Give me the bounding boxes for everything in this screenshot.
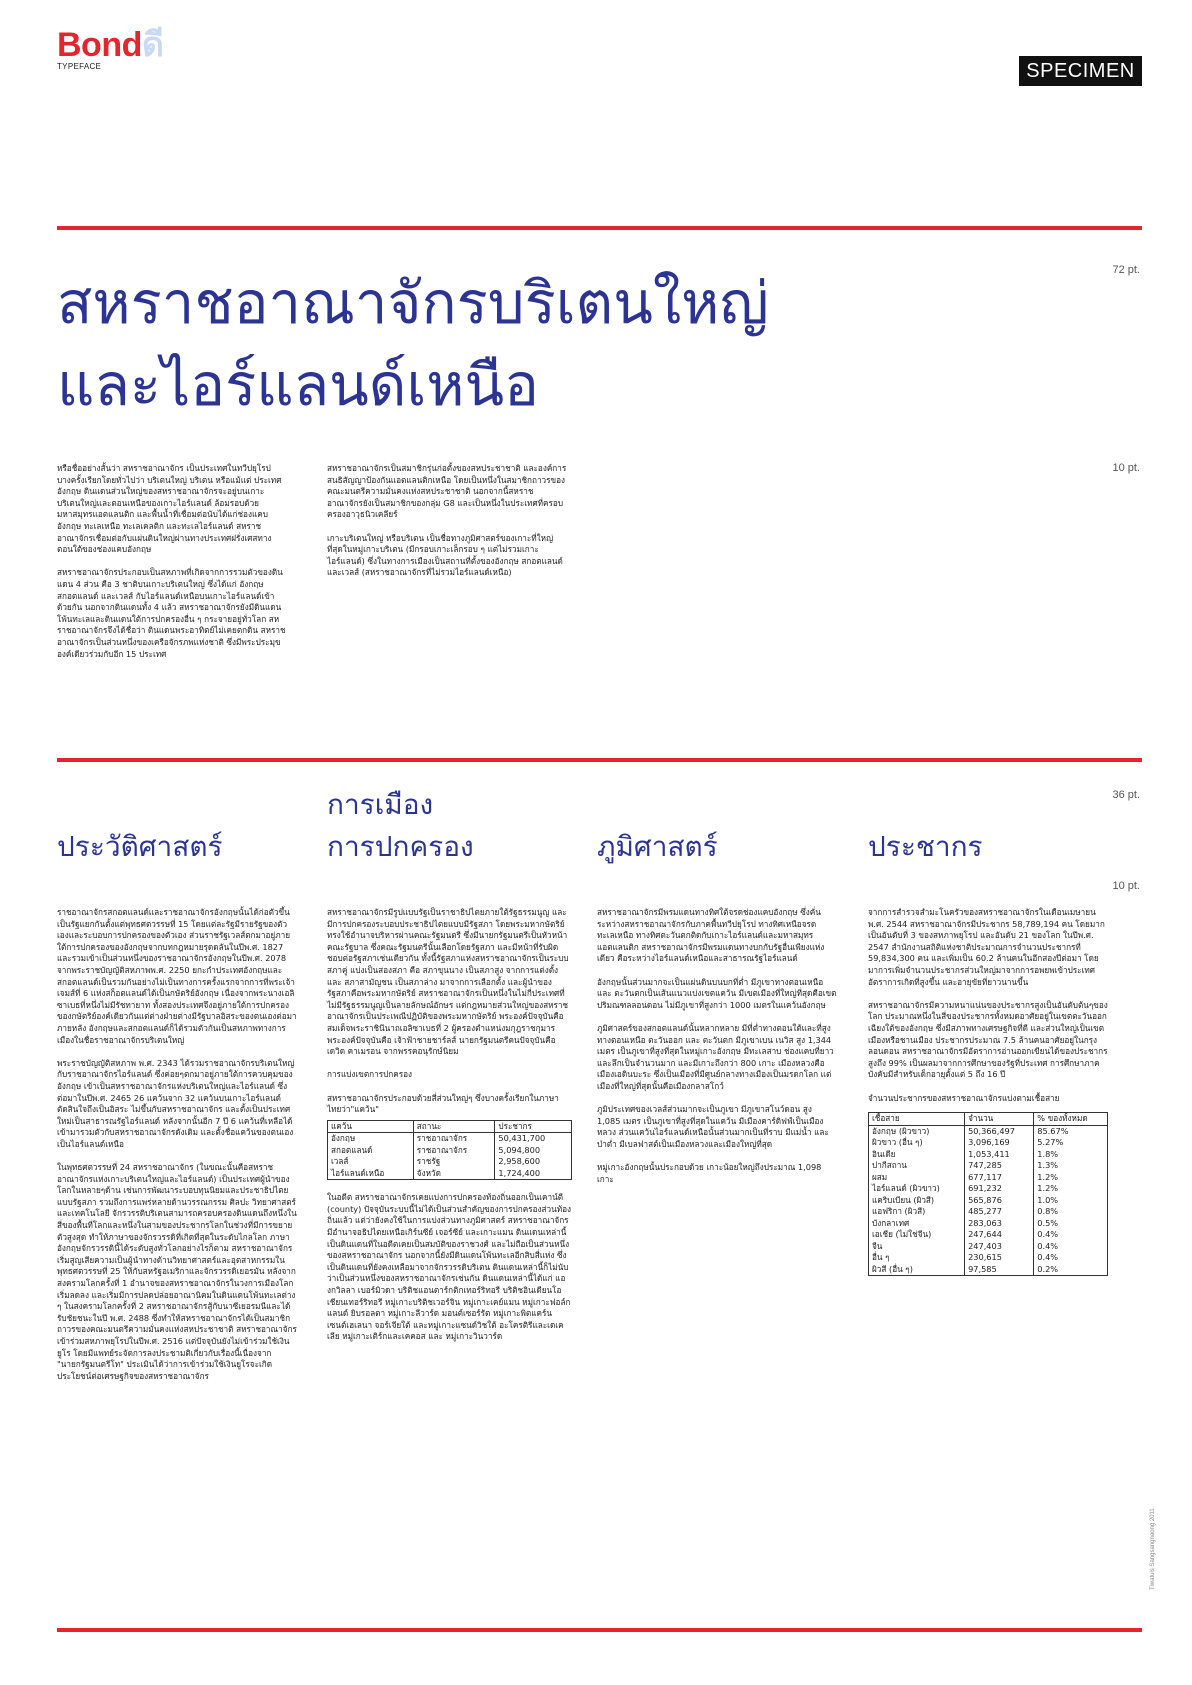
heading-politics-line: การปกครอง	[327, 830, 474, 863]
geography-paragraph: หมู่เกาะอังกฤษนั้นประกอบด้วย เกาะน้อยใหญ่ถึงประมาณ 1,098 เกาะ	[597, 1162, 822, 1184]
table-row	[328, 1145, 572, 1157]
table-cell: เอเชีย (ไม่ใช่จีน)	[869, 1229, 965, 1241]
table-cell: ผสม	[869, 1172, 965, 1184]
logo-subtitle: TYPEFACE	[57, 62, 102, 71]
table-header-row	[869, 1113, 1108, 1126]
table-cell: อังกฤษ	[328, 1133, 414, 1145]
table-cell: 691,232	[965, 1183, 1034, 1195]
specimen-badge: SPECIMEN	[1019, 56, 1142, 86]
table-row	[869, 1252, 1108, 1264]
politics-paragraph: สหราชอาณาจักรประกอบด้วยสี่ส่วนใหญ่ๆ ซึ่งบางครั้งเรียกในภาษาไทยว่า"แคว้น"	[327, 1092, 559, 1115]
table-cell: บังกลาเทศ	[869, 1218, 965, 1230]
table-cell: สกอตแลนด์	[328, 1145, 414, 1157]
table-cell: ราชอาณาจักร	[413, 1145, 495, 1157]
red-rule-middle	[57, 758, 1142, 762]
table-cell: 97,585	[965, 1264, 1034, 1276]
heading-politics-line: การเมือง	[327, 788, 434, 821]
history-column	[57, 907, 297, 1394]
politics-column	[327, 907, 572, 1355]
table-cell: 1,053,411	[965, 1149, 1034, 1161]
intro-paragraph: สหราชอาณาจักรเป็นสมาชิกรุ่นก่อตั้งของสหประชาชาติ และองค์การสนธิสัญญาป้องกันแอตแลนติกเหนือ โดยเป็นหนึ่งในสมาชิกถาวรของคณะมนตรีความมั่นคงแห่งสหประชาชาติ นอกจากนี้สหราชอาณาจักรยังเป็นสมาชิกของกลุ่ม G8 และเป็นหนึ่งในประเทศที่ครอบครองอาวุธนิวเคลียร์	[327, 463, 567, 520]
heading-politics	[327, 784, 474, 868]
geography-column	[597, 907, 837, 1197]
table-row	[869, 1160, 1108, 1172]
history-paragraph: พระราชบัญญัติสหภาพ พ.ศ. 2343 ได้รวมราชอาณาจักรบริเตนใหญ่กับราชอาณาจักรไอร์แลนด์ ซึ่งค่อยๆตกมาอยู่ภายใต้การควบคุมของอังกฤษ เข้าเป็นสหราชอาณาจักรแห่งบริเตนใหญ่และไอร์แลนด์ ซึ่งต่อมาในปีพ.ศ. 2465 26 แคว้นจาก 32 แคว้นบนเกาะไอร์แลนด์ตัดสินใจถึงเป็นอิสระ ไม่ขึ้นกับสหราชอาณาจักร และตั้งเป็นประเทศใหม่เป็นสาธารณรัฐไอร์แลนด์ หลังจากนั้นอีก 7 ปี 6 แคว้นที่เหลือได้เข้ามารวมตัวกับสหราชอาณาจักรดังเดิม และตั้งชื่อแคว้นของตนเองเป็นไอร์แลนด์เหนือ	[57, 1057, 295, 1149]
population-paragraph: จากการสำรวจสำมะโนครัวของสหราชอาณาจักรในเดือนเมษายน พ.ศ. 2544 สหราชอาณาจักรมีประชากร 58,789,194 คน โดยมากเป็นอันดับที่ 3 ของสหภาพยุโรป และอันดับ 21 ของโลก ในปีพ.ศ. 2547 สำนักงานสถิติแห่งชาติประมาณการจำนวนประชากรที่ 59,834,300 คน และเพิ่มเป็น 60.2 ล้านคนในอีกสองปีต่อมา โดยมาการเพิ่มจำนวนประชากรส่วนใหญ่มาจากการอพยพเข้าประเทศ อัตราการเกิดที่สูงขึ้น และอายุขัยที่ยาวนานขึ้น	[868, 907, 1105, 987]
table-cell: จีน	[869, 1241, 965, 1253]
politics-subheading: การแบ่งเขตการปกครอง	[327, 1069, 413, 1080]
intro-column-right	[327, 463, 567, 591]
table-cell: แอฟริกา (ผิวสี)	[869, 1206, 965, 1218]
table-cell: 85.67%	[1034, 1125, 1108, 1137]
table-row	[869, 1229, 1108, 1241]
table-row	[328, 1168, 572, 1180]
table-cell: ราชรัฐ	[413, 1156, 495, 1168]
table-cell: 1.0%	[1034, 1195, 1108, 1207]
size-label-body: 10 pt.	[1112, 462, 1140, 474]
table-cell: แคริบเบียน (ผิวสี)	[869, 1195, 965, 1207]
table-row	[869, 1172, 1108, 1184]
size-label-title: 72 pt.	[1112, 264, 1140, 276]
heading-history: ประวัติศาสตร์	[57, 830, 223, 863]
table-header-cell: สถานะ	[413, 1120, 495, 1133]
table-cell: 0.5%	[1034, 1218, 1108, 1230]
table-cell: 247,644	[965, 1229, 1034, 1241]
politics-paragraph: สหราชอาณาจักรมีรูปแบบรัฐเป็นราชาธิปไตยภายใต้รัฐธรรมนูญ และมีการปกครองระบอบประชาธิปไตยแบบมีรัฐสภา โดยพระมหากษัตริย์ทรงใช้อำนาจบริหารผ่านคณะรัฐมนตรี ซึ่งมีนายกรัฐมนตรีเป็นหัวหน้าคณะรัฐบาล ซึ่งคณะรัฐมนตรีนั้นเลือกโดยรัฐสภา และมีหน้าที่รับผิดชอบต่อรัฐสภาเช่นเดียวกัน ทั้งนี้รัฐสภาแห่งสหราชอาณาจักรเป็นระบบสภาคู่ แบ่งเป็นสองสภา คือ สภาขุนนาง เป็นสภาสูง จากการแต่งตั้ง และ สภาสามัญชน เป็นสภาล่าง มาจากการเลือกตั้ง และผู้นำของรัฐสภาคือพระมหากษัตริย์ สหราชอาณาจักรเป็นหนึ่งในไม่กี่ประเทศที่ไม่มีรัฐธรรมนูญเป็นลายลักษณ์อักษร แต่กฎหมายส่วนใหญ่ของสหราชอาณาจักรเป็นประเพณีปฏิบัติของพระมหากษัตริย์ พระองค์ปัจจุบันคือ สมเด็จพระราชินีนาถเอลิซาเบธที่ 2 ผู้ครองตำแหน่งมกุฎราชกุมารพระองค์ปัจจุบันคือ เจ้าฟ้าชายชาร์ลส์ นายกรัฐมนตรีคนปัจจุบันคือ เดวิด คาเมรอน จากพรรคอนุรักษ์นิยม	[327, 907, 569, 1057]
politics-paragraph: ในอดีต สหราชอาณาจักรเคยแบ่งการปกครองท้องถิ่นออกเป็นเคาน์ตี (county) ปัจจุบันระบบนี้ไม่ได้เป็นส่วนสำคัญของการปกครองส่วนท้องถิ่นแล้ว แต่ว่ายังคงใช้ในการแบ่งส่วนทางภูมิศาสตร์ สหราชอาณาจักรมีอำนาจอธิปไตยเหนือเกิร์นซีย์ เจอร์ซีย์ และเกาะแมน ดินแดนเหล่านี้เป็นดินแดนที่ในอดีตเคยเป็นสมบัติของราชวงศ์ และไม่ถือเป็นส่วนหนึ่งของสหราชอาณาจักร นอกจากนี้ยังมีดินแดนโพ้นทะเลอีกสิบสี่แห่ง ซึ่งเป็นดินแดนที่ยังคงเหลือมาจากจักรวรรดิบริเตน ดินแดนเหล่านี้ก็ไม่นับว่าเป็นส่วนหนึ่งของสหราชอาณาจักรเช่นกัน ดินแดนเหล่านี้ได้แก่ แองกวิลลา เบอร์มิวดา บริติชแอนตาร์กติกเทอร์ริทอรี บริติชอินเดียนโอเชียนเทอร์ริทอรี หมู่เกาะบริติชเวอร์จิน หมู่เกาะเคย์แมน หมู่เกาะฟอล์กแลนด์ ยิบรอลตา หมู่เกาะลีวาร์ด มอนต์เซอร์รัต หมู่เกาะพิตแคร์น เซนต์เฮเลนา จอร์เจียใต้ และหมู่เกาะแซนด์วิชใต้ อะโครติรีและเดเคเลีย หมู่เกาะเติร์กและเคคอส และ หมู่เกาะวินวาร์ด	[327, 1192, 572, 1342]
table-cell: 50,431,700	[495, 1133, 572, 1145]
table-row	[869, 1125, 1108, 1137]
table-cell: 1.3%	[1034, 1160, 1108, 1172]
table-cell: 747,285	[965, 1160, 1034, 1172]
table-cell: 2,958,600	[495, 1156, 572, 1168]
ethnicity-table	[868, 1112, 1108, 1276]
population-paragraph: สหราชอาณาจักรมีความหนาแน่นของประชากรสูงเป็นอันดับต้นๆของโลก ประมาณหนึ่งในสี่ของประชากรทั้งหมดอาศัยอยู่ในเขตตะวันออกเฉียงใต้ของอังกฤษ ซึ่งมีสภาพทางเศรษฐกิจที่ดี และส่วนใหญ่เป็นเขตเมืองหรือชานเมือง ประชากรประมาณ 7.5 ล้านคนอาศัยอยู่ในกรุงลอนดอน สหราชอาณาจักรมีอัตราการอ่านออกเขียนได้ของประชากรสูงถึง 99% เป็นผลมาจากการศึกษาของรัฐที่ประเทศ การศึกษาภาคบังคับมีสำหรับเด็กอายุตั้งแต่ 5 ถึง 16 ปี	[868, 999, 1108, 1080]
logo-ghost-glyph: ดี	[141, 26, 164, 64]
intro-column-left	[57, 463, 287, 672]
table-cell: 485,277	[965, 1206, 1034, 1218]
table-cell: 5.27%	[1034, 1137, 1108, 1149]
table-header-cell: ประชากร	[495, 1120, 572, 1133]
size-label-body-2: 10 pt.	[1112, 880, 1140, 892]
table-cell: ราชอาณาจักร	[413, 1133, 495, 1145]
table-cell: ผิวสี (อื่น ๆ)	[869, 1264, 965, 1276]
table-row	[869, 1183, 1108, 1195]
intro-paragraph: สหราชอาณาจักรประกอบเป็นสหภาพที่เกิดจากการรวมตัวของดินแดน 4 ส่วน คือ 3 ชาติบนเกาะบริเตนใหญ่ ซึ่งได้แก่ อังกฤษ สกอตแลนด์ และเวลส์ กับไอร์แลนด์เหนือบนเกาะไอร์แลนด์เข้าด้วยกัน นอกจากดินแดนทั้ง 4 แล้ว สหราชอาณาจักรยังมีดินแดนโพ้นทะเลและดินแดนใต้การปกครองอื่น ๆ กระจายอยู่ทั่วโลก สหราชอาณาจักรจึงได้ชื่อว่า ดินแดนพระอาทิตย์ไม่เคยตกดิน สหราชอาณาจักรเป็นส่วนหนึ่งของเครือจักรภพแห่งชาติ ซึ่งมีพระประมุของค์เดียวร่วมกับอีก 15 ประเทศ	[57, 567, 286, 659]
table-cell: อินเดีย	[869, 1149, 965, 1161]
table-cell: อื่น ๆ	[869, 1252, 965, 1264]
table-cell: 677,117	[965, 1172, 1034, 1184]
table-header-cell: จำนวน	[965, 1113, 1034, 1126]
table-cell: ผิวขาว (อื่น ๆ)	[869, 1137, 965, 1149]
table-row	[869, 1241, 1108, 1253]
table-cell: 0.4%	[1034, 1252, 1108, 1264]
intro-paragraph: หรือชื่ออย่างสั้นว่า สหราชอาณาจักร เป็นประเทศในทวีปยุโรป บางครั้งเรียกโดยทั่วไปว่า บริเตนใหญ่ บริเตน หรือแม้แต่ ประเทศอังกฤษ ดินแดนส่วนใหญ่ของสหราชอาณาจักรจะอยู่บนเกาะบริเตนใหญ่และตอนเหนือของเกาะไอร์แลนด์ ล้อมรอบด้วยมหาสมุทรแอตแลนติก และพื้นน้ำที่เชื่อมต่อนับได้แก่ช่องแคบอังกฤษ ทะเลเหนือ ทะเลเคลติก และทะเลไอร์แลนด์ สหราชอาณาจักรเชื่อมต่อกับแผ่นดินใหญ่ผ่านทางประเทศฝรั่งเศสทางตอนใต้ของช่องแคบอังกฤษ	[57, 463, 282, 555]
geography-paragraph: ภูมิศาสตร์ของสกอตแลนด์นั้นหลากหลาย มีที่ต่ำทางตอนใต้และที่สูงทางตอนเหนือ ตะวันออก และ ตะวันตก มีภูเขาเบน เนวิส สูง 1,344 เมตร เป็นภูเขาที่สูงที่สุดในหมู่เกาะอังกฤษ มีทะเลสาบ ช่องแคบที่ยาวและลึกเป็นจำนวนมาก และมีเกาะถึงกว่า 800 เกาะ เมืองหลวงคือเมืองเอดินบะระ ซึ่งเป็นเมืองที่มีศูนย์กลางทางเมืองเป็นมรดกโลก แต่เมืองที่ใหญ่ที่สุดนั้นคือเมืองกลาสโกว์	[597, 1022, 834, 1091]
table-row	[869, 1264, 1108, 1276]
heading-population: ประชากร	[868, 830, 983, 863]
table-cell: 1.2%	[1034, 1172, 1108, 1184]
table-cell: จังหวัด	[413, 1168, 495, 1180]
table-cell: 1.8%	[1034, 1149, 1108, 1161]
table-row	[328, 1133, 572, 1145]
table-cell: ไอร์แลนด์ (ผิวขาว)	[869, 1183, 965, 1195]
size-label-headings: 36 pt.	[1112, 789, 1140, 801]
title-line: และไอร์แลนด์เหนือ	[57, 351, 540, 419]
table-row	[869, 1218, 1108, 1230]
table-row	[869, 1195, 1108, 1207]
table-header-cell: เชื้อสาย	[869, 1113, 965, 1126]
table-row	[869, 1206, 1108, 1218]
page-title	[57, 262, 957, 426]
geography-paragraph: สหราชอาณาจักรมีพรมแดนทางทิศใต้จรดช่องแคบอังกฤษ ซึ่งคั่นระหว่างสหราชอาณาจักรกับภาคพื้นทวีปยุโรป ทางทิศเหนือจรดทะเลเหนือ ทางทิศตะวันตกติดกับเกาะไอร์แลนด์และมหาสมุทรแอตแลนติก สหราชอาณาจักรมีพรมแดนทางบกกับรัฐอื่นเพียงแห่งเดียว คือระหว่างไอร์แลนด์เหนือและสาธารณรัฐไอร์แลนด์	[597, 907, 825, 964]
geography-paragraph: อังกฤษนั้นส่วนมากจะเป็นแผ่นดินบนบกที่ต่ำ มีภูเขาทางตอนเหนือ และ ตะวันตกเป็นเส้นแนวแบ่งเขตแคว้น มีเขตเมืองที่ใหญ่ที่สุดคือเขตปริมณฑลลอนดอน ไม่มีภูเขาที่สูงกว่า 1000 เมตรในแคว้นอังกฤษ	[597, 976, 837, 1010]
credit-text: Tiwatuis Sangsangnaong 2011	[1150, 1508, 1156, 1590]
history-paragraph: ราชอาณาจักรสกอตแลนด์และราชอาณาจักรอังกฤษนั้นได้ก่อตัวขึ้นเป็นรัฐแยกกันตั้งแต่พุทธศตวรรษที่ 15 โดยแต่ละรัฐมีรายรัฐของตัวเองและระบอบการปกครองของตัวเอง ส่วนราชรัฐเวลส์ตกมาอยู่ภายใต้การปกครองของอังกฤษจากบทกฎหมายรุดดลันในปีพ.ศ. 1827 และรวมเข้าเป็นส่วนหนึ่งของราชอาณาจักรอังกฤษในปีพ.ศ. 2078 จากพระราชบัญญัติสหภาพพ.ศ. 2250 ยกะกำประเทศอังกฤษและสกอตแลนด์เป็นรวมกันอย่างไม่เป็นทางการครั้งแรกจากการที่พระเจ้าเจมส์ที่ 6 แห่งสก็อตแลนด์ได้เป็นกษัตริย์อังกฤษ เนื่องจากพระนางเอลิซาเบธที่หนึ่งไม่มีรัชทายาท ทั้งสองประเทศจึงอยู่ภายใต้การปกครองของกษัตริย์องค์เดียวกันแต่ต่างฝ่ายต่างมีรัฐบาลอิสระของตนเองต่อมาภายหลัง อังกฤษและสกอตแลนด์ก็ได้รวมตัวกันเป็นสหภาพทางการเมืองในชื่อราชอาณาจักรบริเตนใหญ่	[57, 907, 297, 1045]
geography-paragraph: ภูมิประเทศของเวลส์ส่วนมากจะเป็นภูเขา มีภูเขาสโนว์ดอน สูง 1,085 เมตร เป็นภูเขาที่สูงที่สุดในแคว้น มีเมืองคาร์ดิฟฟ์เป็นเมืองหลวง ส่วนแคว้นไอร์แลนด์เหนือนั้นส่วนมากเป็นที่ราบ มีแม่น้ำ และป่าต่ำ มีเบลฟาสต์เป็นเมืองหลวงและเมืองใหญ่ที่สุด	[597, 1104, 829, 1149]
table-row	[869, 1149, 1108, 1161]
red-rule-bottom	[57, 1628, 1142, 1632]
table-cell: อังกฤษ (ผิวขาว)	[869, 1125, 965, 1137]
table-cell: เวลส์	[328, 1156, 414, 1168]
table-row	[869, 1137, 1108, 1149]
history-paragraph: ในพุทธศตวรรษที่ 24 สหราชอาณาจักร (ในขณะนั้นคือสหราชอาณาจักรแห่งเกาะบริเตนใหญ่และไอร์แลนด์) เป็นประเทศผู้นำของโลกในหลายๆด้าน เช่นการพัฒนาระบอบทุนนิยมและประชาธิปไตยแบบรัฐสภา รวมถึงการแพร่หลายด้านวรรณกรรม ศิลปะ วิทยาศาสตร์ และเทคโนโลยี จักรวรรดิบริเตนสามารถครอบครองดินแดนถึงหนึ่งในสี่ของพื้นที่โลกและหนึ่งในสามของประชากรโลกในช่วงที่มีการขยายตัวสูงสุด ทำให้ภาษาของจักรวรรดิที่เกิดที่สุดในระดับไกลโลก ภาษาอังกฤษจักรวรรดินี้ได้ระดับสูงทั่วโลกอย่างไรก็ตาม สหราชอาณาจักรเริ่มสูญเสียความเป็นผู้นำทางด้านวิทยาศาสตร์และอุตสาหกรรมในพุทธศตวรรษที่ 25 ให้กับสหรัฐอเมริกาและจักรวรรดิเยอรมัน หลังจากสงครามโลกครั้งที่ 1 อำนาจของสหราชอาณาจักรในวงการเมืองโลกเริ่มลดลง และเริ่มมีการปลดปล่อยอาณานิคมในดินแดนโพ้นทะเลต่าง ๆ ในสงครามโลกครั้งที่ 2 สหราชอาณาจักรสู้กับนาซีเยอรมนีและได้รับชัยชนะในปี พ.ศ. 2488 ซึ่งทำให้สหราชอาณาจักรได้เป็นสมาชิกถาวรของคณะมนตรีความมั่นคงแห่งสหประชาชาติ สหราชอาณาจักรเข้าร่วมสหภาพยุโรปในปีพ.ศ. 2516 แต่ปัจจุบันยังไม่เข้าร่วมใช้เงินยูโร โดยมีแพทย์ระจัดการลงประชามติเกี่ยวกับเรื่องนี้เนื่องจาก "นายกรัฐมนตรีโท" ประเมินได้ว่าการเข้าร่วมใช้เงินยูโรจะเกิดประโยชน์ต่อเศรษฐกิจของสหราชอาณาจักร	[57, 1162, 297, 1381]
table-cell: 230,615	[965, 1252, 1034, 1264]
regions-table	[327, 1120, 572, 1181]
table-cell: 0.4%	[1034, 1241, 1108, 1253]
table-cell: 3,096,169	[965, 1137, 1034, 1149]
table-cell: 0.8%	[1034, 1206, 1108, 1218]
title-line: สหราชอาณาจักรบริเตนใหญ่	[57, 269, 769, 337]
table-cell: 0.4%	[1034, 1229, 1108, 1241]
population-column	[868, 907, 1108, 1276]
table-cell: 283,063	[965, 1218, 1034, 1230]
table-header-cell: แคว้น	[328, 1120, 414, 1133]
table-cell: 1,724,400	[495, 1168, 572, 1180]
table-cell: 247,403	[965, 1241, 1034, 1253]
logo-wordmark: Bond	[57, 26, 142, 64]
population-paragraph: จำนวนประชากรของสหราชอาณาจักรแบ่งตามเชื้อสาย	[868, 1092, 1060, 1103]
table-cell: ปากีสถาน	[869, 1160, 965, 1172]
table-header-cell: % ของทั้งหมด	[1034, 1113, 1108, 1126]
table-cell: 565,876	[965, 1195, 1034, 1207]
red-rule-top	[57, 226, 1142, 230]
intro-paragraph: เกาะบริเตนใหญ่ หรือบริเตน เป็นชื่อทางภูมิศาสตร์ของเกาะที่ใหญ่ที่สุดในหมู่เกาะบริเตน (มีกรอบเกาะเล็กรอบ ๆ แต่ไม่รวมเกาะไอร์แลนด์) ซึ่งในทางการเมืองเป็นสถานที่ตั้งของอังกฤษ สกอตแลนด์ และเวลส์ (สหราชอาณาจักรที่ไม่รวมไอร์แลนด์เหนือ)	[327, 532, 563, 578]
table-cell: 0.2%	[1034, 1264, 1108, 1276]
brand-logo	[57, 28, 187, 76]
table-header-row	[328, 1120, 572, 1133]
table-cell: ไอร์แลนด์เหนือ	[328, 1168, 414, 1180]
table-cell: 5,094,800	[495, 1145, 572, 1157]
table-cell: 1.2%	[1034, 1183, 1108, 1195]
table-cell: 50,366,497	[965, 1125, 1034, 1137]
table-row	[328, 1156, 572, 1168]
heading-geography: ภูมิศาสตร์	[597, 830, 718, 863]
